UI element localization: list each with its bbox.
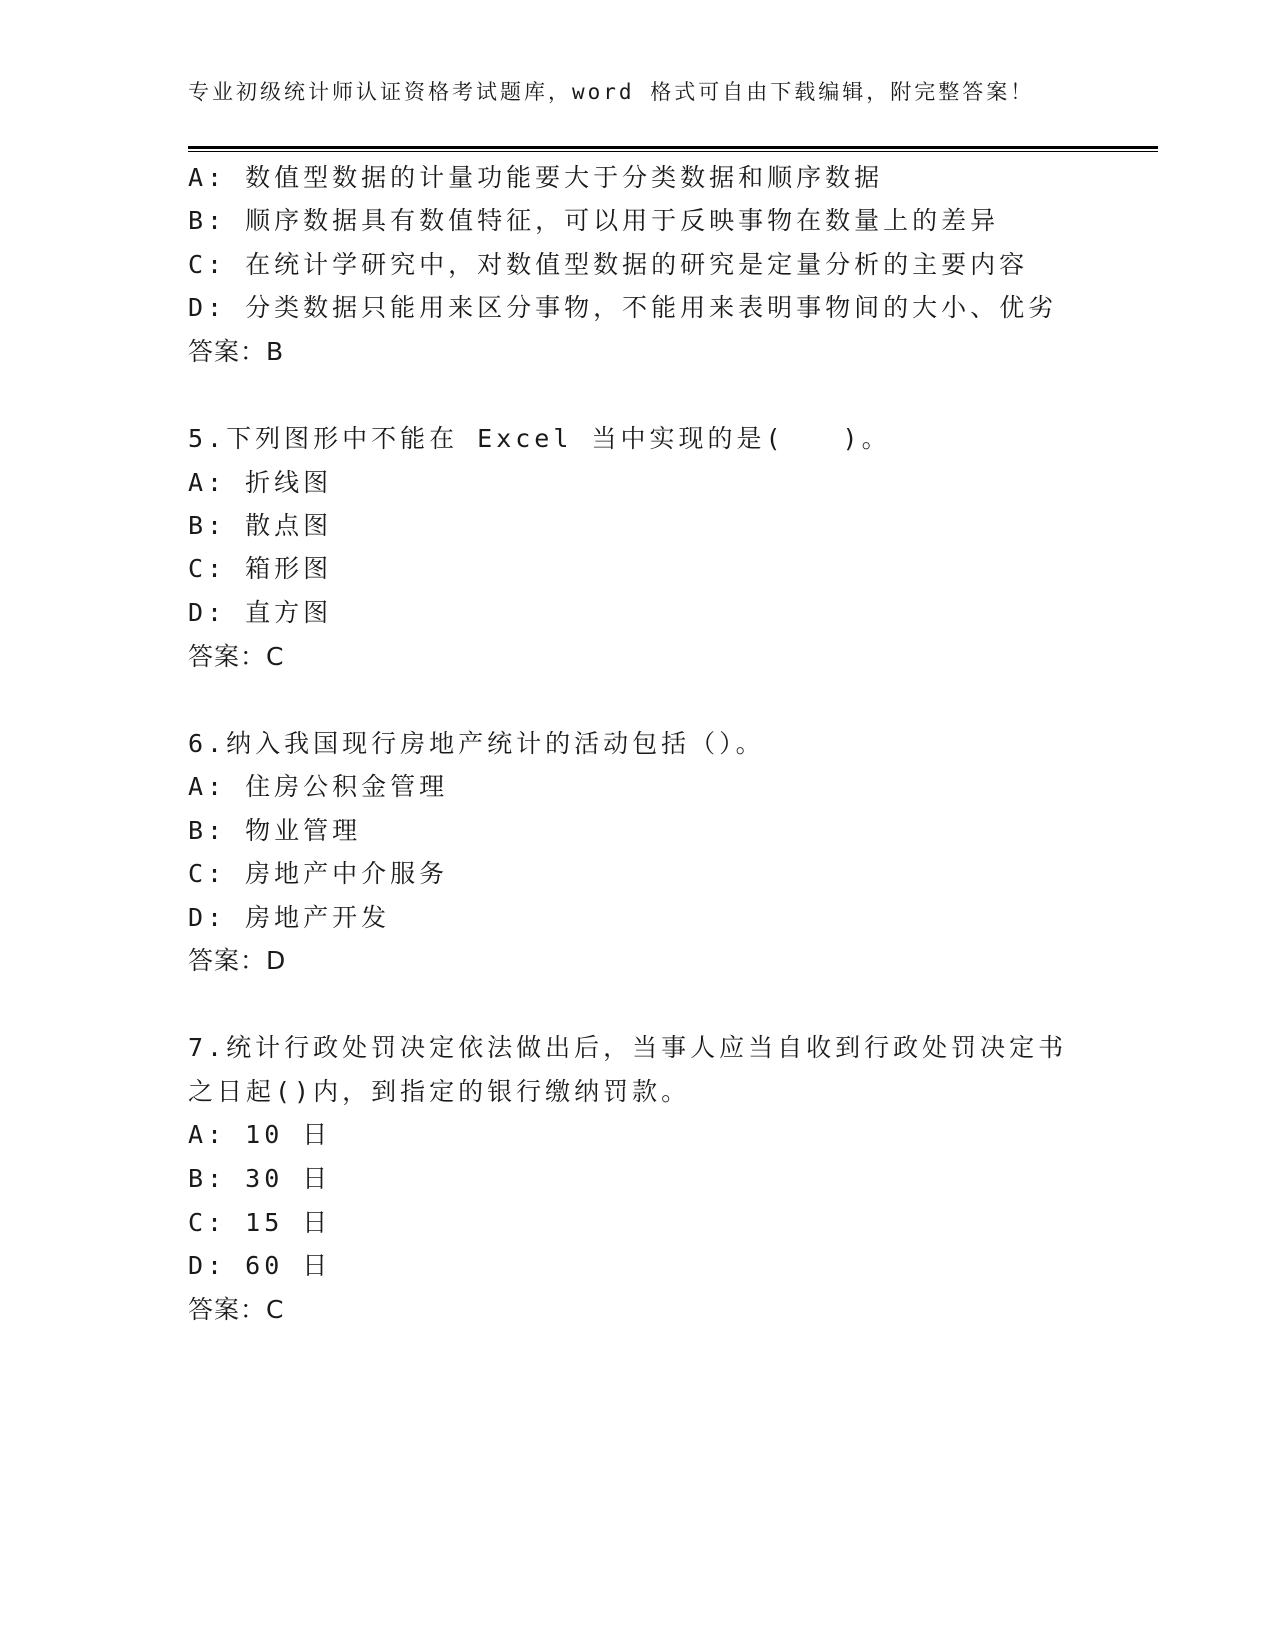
- q7-question-line2: 之日起()内，到指定的银行缴纳罚款。: [188, 1077, 691, 1106]
- q7-option-b: B: 30 日: [188, 1164, 332, 1193]
- q6-option-a: A: 住房公积金管理: [188, 772, 449, 801]
- header-rule-thick: [188, 146, 1158, 149]
- q6-option-b: B: 物业管理: [188, 816, 362, 845]
- q5-answer: 答案：C: [188, 642, 285, 671]
- q7-option-a: A: 10 日: [188, 1120, 332, 1149]
- q5-option-b: B: 散点图: [188, 511, 333, 540]
- q4-option-b: B: 顺序数据具有数值特征，可以用于反映事物在数量上的差异: [188, 206, 1000, 235]
- page-header: 专业初级统计师认证资格考试题库，word 格式可自由下载编辑，附完整答案！: [188, 80, 1035, 104]
- q6-option-d: D: 房地产开发: [188, 903, 391, 932]
- q7-option-c: C: 15 日: [188, 1208, 332, 1237]
- q7-option-d: D: 60 日: [188, 1251, 332, 1280]
- q6-answer: 答案：D: [188, 946, 287, 975]
- header-rule-thin: [188, 151, 1158, 152]
- q7-answer: 答案：C: [188, 1295, 285, 1324]
- q4-option-d: D: 分类数据只能用来区分事物，不能用来表明事物间的大小、优劣: [188, 293, 1058, 322]
- q4-option-c: C: 在统计学研究中，对数值型数据的研究是定量分析的主要内容: [188, 250, 1029, 279]
- q6-question: 6.纳入我国现行房地产统计的活动包括（）。: [188, 729, 765, 758]
- q6-option-c: C: 房地产中介服务: [188, 859, 449, 888]
- q7-question-line1: 7.统计行政处罚决定依法做出后，当事人应当自收到行政处罚决定书: [188, 1033, 1068, 1062]
- q5-option-c: C: 箱形图: [188, 554, 333, 583]
- q4-answer: 答案：B: [188, 337, 285, 366]
- q5-option-d: D: 直方图: [188, 598, 333, 627]
- q5-question: 5.下列图形中不能在 Excel 当中实现的是( )。: [188, 424, 891, 453]
- q5-option-a: A: 折线图: [188, 468, 333, 497]
- q4-option-a: A: 数值型数据的计量功能要大于分类数据和顺序数据: [188, 163, 884, 192]
